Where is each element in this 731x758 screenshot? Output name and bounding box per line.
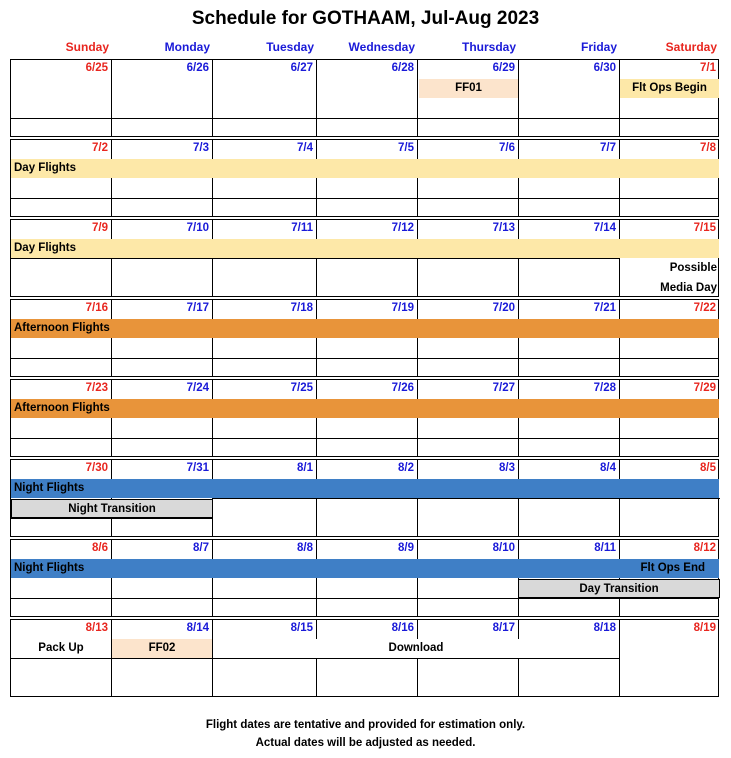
date-cell: 7/6 — [499, 142, 515, 154]
date-cell: 7/9 — [92, 222, 108, 234]
column-divider — [316, 140, 317, 216]
row-divider — [11, 358, 719, 359]
week-row-4 — [10, 299, 719, 377]
event-day-flights-week2: Day Flights — [11, 159, 719, 178]
date-cell: 7/29 — [693, 382, 716, 394]
event-ff01: FF01 — [419, 79, 518, 98]
column-divider — [316, 60, 317, 136]
date-cell: 8/2 — [398, 462, 414, 474]
week-row-1 — [10, 59, 719, 137]
date-cell: 6/25 — [85, 62, 108, 74]
day-name-wednesday: Wednesday — [348, 40, 415, 54]
date-cell: 7/8 — [700, 142, 716, 154]
column-divider — [417, 300, 418, 376]
date-cell: 8/6 — [92, 542, 108, 554]
column-divider — [518, 140, 519, 216]
footer-line-1: Flight dates are tentative and provided for estimation only. — [205, 719, 526, 731]
date-cell: 7/21 — [593, 302, 616, 314]
event-afternoon-flights-week4: Afternoon Flights — [11, 319, 719, 338]
event-flt-ops-end: Flt Ops End — [519, 559, 719, 578]
column-divider — [111, 60, 112, 136]
event-night-transition: Night Transition — [11, 499, 213, 518]
event-possible: Possible — [669, 262, 717, 274]
column-divider — [518, 60, 519, 136]
column-divider — [518, 540, 519, 616]
date-cell: 7/16 — [85, 302, 108, 314]
date-cell: 6/30 — [593, 62, 616, 74]
column-divider — [619, 540, 620, 616]
footer-line-2: Actual dates will be adjusted as needed. — [255, 737, 476, 749]
date-cell: 6/29 — [492, 62, 515, 74]
row-divider — [11, 258, 619, 259]
event-night-flights-week6: Night Flights — [11, 479, 719, 498]
date-cell: 7/11 — [291, 222, 313, 234]
date-cell: 7/20 — [492, 302, 515, 314]
date-cell: 8/5 — [700, 462, 716, 474]
date-cell: 7/24 — [186, 382, 209, 394]
date-cell: 8/8 — [297, 542, 313, 554]
event-ff02: FF02 — [112, 639, 212, 658]
column-divider — [111, 540, 112, 616]
event-afternoon-flights-week5: Afternoon Flights — [11, 399, 719, 418]
date-cell: 7/2 — [92, 142, 108, 154]
column-divider — [316, 300, 317, 376]
column-divider — [619, 140, 620, 216]
date-cell: 8/4 — [600, 462, 616, 474]
date-cell: 8/9 — [398, 542, 414, 554]
row-divider — [11, 658, 619, 659]
column-divider — [518, 380, 519, 456]
column-divider — [619, 300, 620, 376]
date-cell: 7/31 — [186, 462, 209, 474]
date-cell: 8/14 — [186, 622, 209, 634]
date-cell: 8/17 — [492, 622, 515, 634]
column-divider — [619, 380, 620, 456]
date-cell: 7/18 — [290, 302, 313, 314]
column-divider — [111, 460, 112, 536]
date-cell: 7/28 — [593, 382, 616, 394]
column-divider — [111, 140, 112, 216]
week-row-7 — [10, 539, 719, 617]
column-divider — [212, 60, 213, 136]
date-cell: 6/27 — [290, 62, 313, 74]
event-media-day: Media Day — [660, 282, 717, 294]
column-divider — [417, 380, 418, 456]
date-cell: 7/13 — [492, 222, 515, 234]
event-day-transition: Day Transition — [518, 579, 720, 598]
day-name-monday: Monday — [164, 40, 210, 54]
date-cell: 7/7 — [600, 142, 616, 154]
date-cell: 8/7 — [193, 542, 209, 554]
column-divider — [212, 140, 213, 216]
date-cell: 7/15 — [693, 222, 716, 234]
page-title: Schedule for GOTHAAM, Jul-Aug 2023 — [191, 8, 540, 29]
date-cell: 7/30 — [85, 462, 108, 474]
column-divider — [316, 380, 317, 456]
date-cell: 6/28 — [391, 62, 414, 74]
column-divider — [111, 380, 112, 456]
column-divider — [619, 60, 620, 136]
row-divider — [11, 198, 719, 199]
week-row-2 — [10, 139, 719, 217]
day-name-friday: Friday — [580, 40, 617, 54]
date-cell: 7/4 — [297, 142, 313, 154]
day-name-tuesday: Tuesday — [266, 40, 314, 54]
date-cell: 7/19 — [391, 302, 414, 314]
date-cell: 7/12 — [391, 222, 414, 234]
column-divider — [417, 140, 418, 216]
row-divider — [11, 438, 719, 439]
date-cell: 7/1 — [700, 62, 716, 74]
event-download: Download — [212, 639, 620, 659]
date-cell: 7/14 — [593, 222, 616, 234]
column-divider — [417, 540, 418, 616]
column-divider — [111, 300, 112, 376]
date-cell: 7/23 — [85, 382, 108, 394]
column-divider — [212, 300, 213, 376]
day-name-saturday: Saturday — [665, 40, 717, 54]
date-cell: 8/3 — [499, 462, 515, 474]
day-name-thursday: Thursday — [461, 40, 516, 54]
column-divider — [316, 540, 317, 616]
date-cell: 8/15 — [290, 622, 313, 634]
date-cell: 7/25 — [290, 382, 313, 394]
row-divider — [11, 518, 213, 519]
week-row-5 — [10, 379, 719, 457]
date-cell: 8/19 — [693, 622, 716, 634]
column-divider — [212, 540, 213, 616]
date-cell: 8/1 — [297, 462, 313, 474]
date-cell: 8/13 — [85, 622, 108, 634]
column-divider — [212, 380, 213, 456]
date-cell: 7/5 — [398, 142, 414, 154]
date-cell: 8/11 — [594, 542, 616, 554]
event-day-flights-week3: Day Flights — [11, 239, 719, 258]
date-cell: 7/22 — [693, 302, 716, 314]
date-cell: 7/26 — [391, 382, 414, 394]
date-cell: 8/10 — [492, 542, 515, 554]
row-divider — [11, 118, 719, 119]
column-divider — [417, 60, 418, 136]
event-pack-up: Pack Up — [38, 642, 84, 654]
date-cell: 8/12 — [693, 542, 716, 554]
date-cell: 6/26 — [186, 62, 209, 74]
date-cell: 7/17 — [186, 302, 209, 314]
day-name-sunday: Sunday — [65, 40, 109, 54]
row-divider — [212, 498, 720, 499]
date-cell: 7/27 — [492, 382, 515, 394]
date-cell: 8/16 — [391, 622, 414, 634]
event-flt-ops-begin: Flt Ops Begin — [620, 79, 719, 98]
date-cell: 7/3 — [193, 142, 209, 154]
date-cell: 8/18 — [593, 622, 616, 634]
row-divider — [11, 598, 719, 599]
event-night-flights-week7: Night Flights — [11, 559, 519, 578]
column-divider — [518, 300, 519, 376]
date-cell: 7/10 — [186, 222, 209, 234]
